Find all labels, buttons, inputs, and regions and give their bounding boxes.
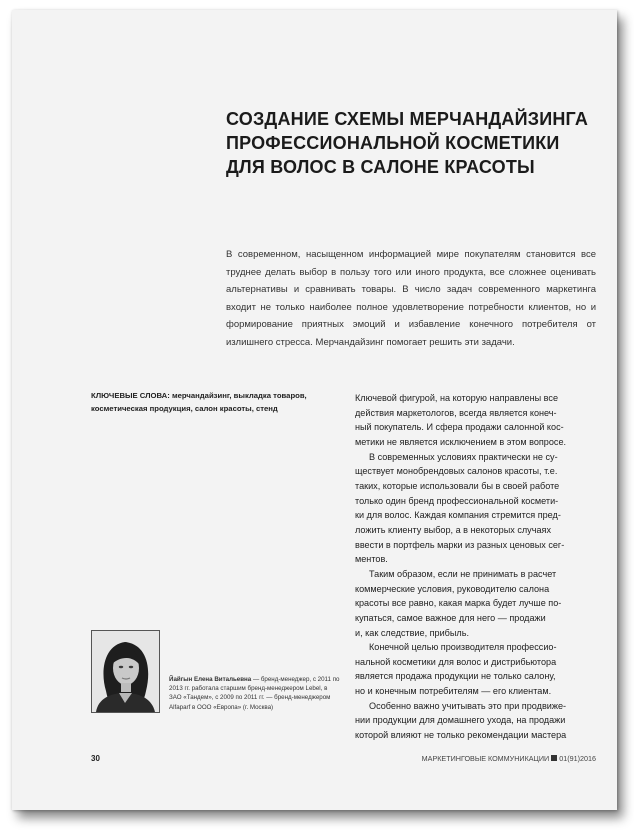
body-line: Ключевой фигурой, на которую направлены все (355, 393, 559, 403)
article-body (355, 391, 595, 743)
body-line: которой влияют не только рекомендации мастера (355, 730, 567, 741)
author-name: Йайгын Елена Витальевна (169, 676, 252, 683)
journal-name: МАРКЕТИНГОВЫЕ КОММУНИКАЦИИ (421, 754, 550, 763)
article-title (226, 107, 606, 179)
keywords-block (91, 390, 336, 415)
body-line: метики не является исключением в этом вопросе. (355, 436, 567, 447)
article-title-line: ДЛЯ ВОЛОС В САЛОНЕ КРАСОТЫ (226, 157, 535, 177)
body-line: таких, которые использовали бы в своей работе (355, 480, 560, 491)
body-line: ложить клиенту выбор, а в некоторых случаях (355, 524, 551, 535)
journal-issue: 01(91)2016 (559, 754, 596, 763)
body-line: действия маркетологов, всегда является конеч- (355, 407, 557, 418)
magazine-page (12, 10, 617, 810)
article-lead: В современном, насыщенном информацией мире покупателям становится все труднее делать выбор в пользу того или иного продукта, все сложнее оценивать альтернативы и сравнивать товары. В число задач современного маркетинга входит не только наиболее полное удовлетворение потребности клиентов, но и формирование приятных эмоций и избавление конечного потребителя от излишнего стресса. Мерчандайзинг помогает решить эти задачи. (226, 249, 596, 348)
square-separator-icon (551, 755, 557, 761)
body-line: ки для волос. Каждая компания стремится пред- (355, 510, 561, 521)
body-line: Особенно важно учитывать это при продвиже- (369, 700, 567, 711)
author-portrait-image (92, 631, 159, 712)
body-line: и, как следствие, прибыль. (355, 627, 470, 638)
body-line: В современных условиях практически не су- (369, 451, 558, 462)
keywords-list: мерчандайзинг, выкладка товаров, косметическая продукция, салон красоты, стенд (91, 391, 307, 413)
body-line: коммерческие условия, руководителю салона (355, 583, 550, 594)
body-line: нии продукции для домашнего ухода, на продажи (355, 715, 566, 726)
article-title-line: ПРОФЕССИОНАЛЬНОЙ КОСМЕТИКИ (226, 133, 560, 153)
keywords-label: КЛЮЧЕВЫЕ СЛОВА: (91, 391, 170, 400)
author-photo (91, 630, 160, 713)
body-line: Таким образом, если не принимать в расчет (369, 568, 557, 579)
body-line: нальной косметики для волос и дистрибьютора (355, 656, 557, 667)
body-line: ществует монобрендовых салонов красоты, т.е. (355, 466, 558, 477)
body-line: ный покупатель. И сфера продажи салонной кос- (355, 422, 564, 433)
body-line: ввести в портфель марки из разных ценовых сег- (355, 539, 565, 550)
body-line: только один бренд профессиональной космети- (355, 495, 559, 506)
body-line: является продажа продукции не только салону, (355, 671, 556, 682)
author-bio (169, 675, 341, 712)
body-line: ментов. (355, 554, 388, 565)
page-number: 30 (91, 754, 100, 763)
body-line: купаться, самое важное для него — продажи (355, 612, 546, 623)
journal-footer (422, 754, 596, 763)
body-line: но и конечным потребителям — его клиентам. (355, 686, 552, 697)
body-line: красоты все равно, какая марка будет лучше по- (355, 598, 562, 609)
author-bio-text: — бренд-менеджер, с 2011 по 2013 гг. работала старшим бренд-менеджером Lebel, в ЗАО «Тандем», с 2009 по 2011 гг. — бренд-менеджером Alfaparf в ООО «Европа» (г. Москва) (169, 676, 340, 711)
article-title-line: СОЗДАНИЕ СХЕМЫ МЕРЧАНДАЙЗИНГА (226, 109, 589, 129)
body-line: Конечной целью производителя профессио- (369, 642, 557, 653)
